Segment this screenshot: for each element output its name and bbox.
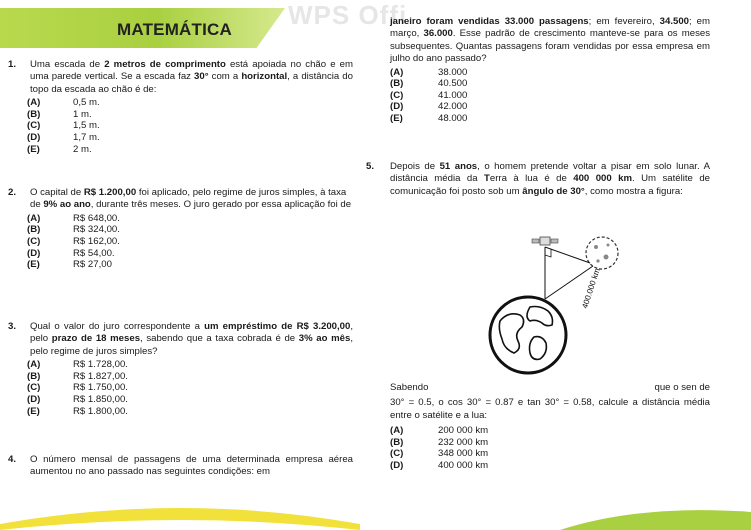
question-number: 3. (8, 321, 17, 332)
watermark: WPS Offi (288, 0, 408, 30)
question-text: Depois de 51 anos, o homem pretende voltar a pisar em solo lunar. A distância média da Terra à lua é de 400 000 km. Um satélite de comunicação foi posto sob um ângulo de 30°, como mostra a figura: (390, 161, 710, 197)
question-text: Uma escada de 2 metros de comprimento está apoiada no chão e em uma parede vertical. Se a escada faz 30° com a horizontal, a distância do topo da escada ao chão é de: (30, 59, 353, 95)
knowing-line: Sabendo que o sen de (390, 382, 710, 393)
options-list (390, 425, 710, 471)
option[interactable]: (D) R$ 1.850,00. (27, 394, 128, 405)
option[interactable]: (A) R$ 648,00. (27, 212, 120, 224)
option[interactable]: (D) 400 000 km (390, 460, 489, 471)
option[interactable]: (A) R$ 1.728,00. (27, 359, 128, 371)
satellite-icon (532, 237, 558, 245)
question-number: 4. (8, 454, 17, 465)
option[interactable]: (A) 0,5 m. (27, 97, 100, 109)
option[interactable]: (C) R$ 1.750,00. (27, 382, 128, 394)
option[interactable]: (B) R$ 324,00. (27, 224, 120, 236)
option[interactable]: (E) R$ 1.800,00. (27, 405, 128, 417)
question-5-continuation (390, 382, 710, 472)
options-list (27, 359, 353, 417)
continent-shape (530, 337, 547, 360)
options-list (390, 67, 710, 125)
option[interactable]: (B) R$ 1.827,00. (27, 370, 128, 382)
question-number: 2. (8, 187, 17, 198)
option[interactable]: (E) 48.000 (390, 113, 468, 124)
question-text: O número mensal de passagens de uma determinada empresa aérea aumentou no ano passado nas seguintes condições: em (30, 454, 353, 478)
question-5 (366, 161, 710, 198)
question-2 (8, 187, 353, 271)
option[interactable]: (B) 232 000 km (390, 436, 489, 448)
option[interactable]: (D) R$ 54,00. (27, 247, 115, 259)
header-banner (0, 8, 285, 48)
option[interactable]: (C) 348 000 km (390, 448, 489, 460)
option[interactable]: (D) 1,7 m. (27, 132, 100, 143)
question-text: Qual o valor do juro correspondente a um empréstimo de R$ 3.200,00, pelo prazo de 18 meses, sabendo que a taxa cobrada é de 3% ao mês, pelo regime de juros simples? (30, 321, 353, 357)
option[interactable]: (C) 1,5 m. (27, 120, 100, 132)
earth-moon-figure (470, 235, 625, 375)
right-angle-mark (545, 249, 551, 257)
page-title: MATEMÁTICA (117, 20, 232, 39)
question-4 (8, 454, 353, 479)
option[interactable]: (B) 1 m. (27, 108, 92, 120)
question-number: 1. (8, 59, 17, 70)
question-text: O capital de R$ 1.200,00 foi aplicado, pelo regime de juros simples, à taxa de 9% ao ano, durante três meses. O juro gerado por essa aplicação foi de (30, 187, 352, 211)
question-text: janeiro foram vendidas 33.000 passagens; em fevereiro, 34.500; em março, 36.000. Esse padrão de crescimento manteve-se para os meses subsequentes. Quantas passagens foram vendidas por essa empresa em julho do ano passado? (390, 16, 710, 65)
options-list (27, 213, 353, 271)
question-3 (8, 321, 353, 417)
distance-label: 400.000 km (580, 267, 602, 310)
option[interactable]: (C) R$ 162,00. (27, 236, 120, 247)
option[interactable]: (A) 38.000 (390, 66, 468, 78)
question-4-continuation (390, 16, 710, 125)
option[interactable]: (E) R$ 27,00 (27, 259, 112, 271)
moon-icon (586, 237, 618, 269)
options-list (27, 97, 353, 155)
option[interactable]: (B) 40.500 (390, 78, 468, 90)
question-number: 5. (366, 161, 375, 172)
option[interactable]: (D) 42.000 (390, 101, 468, 113)
option[interactable]: (C) 41.000 (390, 89, 468, 101)
question-1 (8, 59, 353, 155)
green-wave (560, 510, 751, 530)
option[interactable]: (A) 200 000 km (390, 425, 489, 437)
earth-moon-diagram (470, 235, 625, 375)
bottom-decoration (0, 498, 751, 530)
formula-text: 30° = 0.5, o cos 30° = 0.87 e tan 30° = 0.58, calcule a distância média entre o satélite e a lua: (390, 397, 710, 421)
option[interactable]: (E) 2 m. (27, 143, 92, 155)
satellite-moon-line (545, 247, 590, 263)
